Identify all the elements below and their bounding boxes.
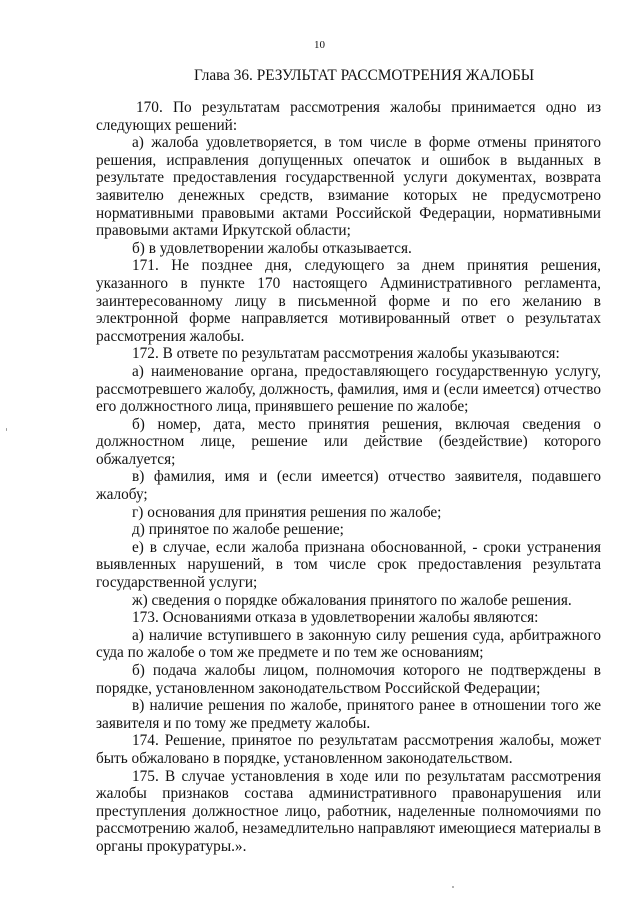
paragraph-173: 173. Основаниями отказа в удовлетворении жалобы являются: <box>132 609 539 627</box>
paragraph-172-v: в) фамилия, имя и (если имеется) отчество заявителя, подавшего жалобу; <box>96 468 601 504</box>
paragraph-170: 170. По результатам рассмотрения жалобы принимается одно из следующих решений: <box>96 99 601 134</box>
scan-speck <box>6 428 7 431</box>
paragraph-172-b: б) номер, дата, место принятия решения, включая сведения о должностном лице, решение или действие (бездействие) которого обжалуется; <box>96 415 601 468</box>
paragraph-173-b: б) подача жалобы лицом, полномочия которого не подтверждены в порядке, установленном законодательством Российской Федерации; <box>96 662 601 697</box>
paragraph-173-a: а) наличие вступившего в законную силу решения суда, арбитражного суда по жалобе о том же предмете и по тем же основаниям; <box>96 626 601 662</box>
paragraph-171: 171. Не позднее дня, следующего за днем принятия решения, указанного в пункте 170 настоящего Административного регламента, заинтересованному лицу в письменной форме и по его желанию в электронной форме направляется мотивированный ответ о результатах рассмотрения жалобы. <box>96 257 601 345</box>
paragraph-172-d: д) принятое по жалобе решение; <box>132 521 344 539</box>
paragraph-172-g: г) основания для принятия решения по жалобе; <box>132 503 442 521</box>
document-body <box>96 99 601 856</box>
paragraph-173-v: в) наличие решения по жалобе, принятого ранее в отношении того же заявителя и по тому же предмету жалобы. <box>96 697 601 732</box>
paragraph-175: 175. В случае установления в ходе или по результатам рассмотрения жалобы признаков состава административного правонарушения или преступления должностное лицо, работник, наделенные полномочиями по рассмотрению жалоб, незамедлительно направляют имеющиеся материалы в органы прокуратуры.». <box>96 767 601 855</box>
scan-speck <box>452 886 454 888</box>
paragraph-172-a: а) наименование органа, предоставляющего государственную услугу, рассмотревшего жалобу, должность, фамилия, имя и (если имеется) отчество его должностного лица, принявшего решение по жалобе; <box>96 362 601 416</box>
paragraph-172-zh: ж) сведения о порядке обжалования принятого по жалобе решения. <box>132 591 572 609</box>
page-number: 10 <box>314 39 325 51</box>
paragraph-170-b: б) в удовлетворении жалобы отказывается. <box>132 239 412 257</box>
paragraph-174: 174. Решение, принятое по результатам рассмотрения жалобы, может быть обжаловано в порядке, установленном законодательством. <box>96 732 601 767</box>
paragraph-170-a: а) жалоба удовлетворяется, в том числе в форме отмены принятого решения, исправления допущенных опечаток и ошибок в выданных в результате предоставления государственной услуги документах, возврата заявителю денежных средств, взимание которых не предусмотрено нормативными правовыми актами Российской Федерации, нормативными правовыми актами Иркутской области; <box>96 134 601 240</box>
paragraph-172: 172. В ответе по результатам рассмотрения жалобы указываются: <box>132 345 560 363</box>
paragraph-172-e: е) в случае, если жалоба признана обоснованной, - сроки устранения выявленных нарушений, в том числе срок предоставления результата государственной услуги; <box>96 538 601 592</box>
chapter-title: Глава 36. РЕЗУЛЬТАТ РАССМОТРЕНИЯ ЖАЛОБЫ <box>194 67 535 84</box>
